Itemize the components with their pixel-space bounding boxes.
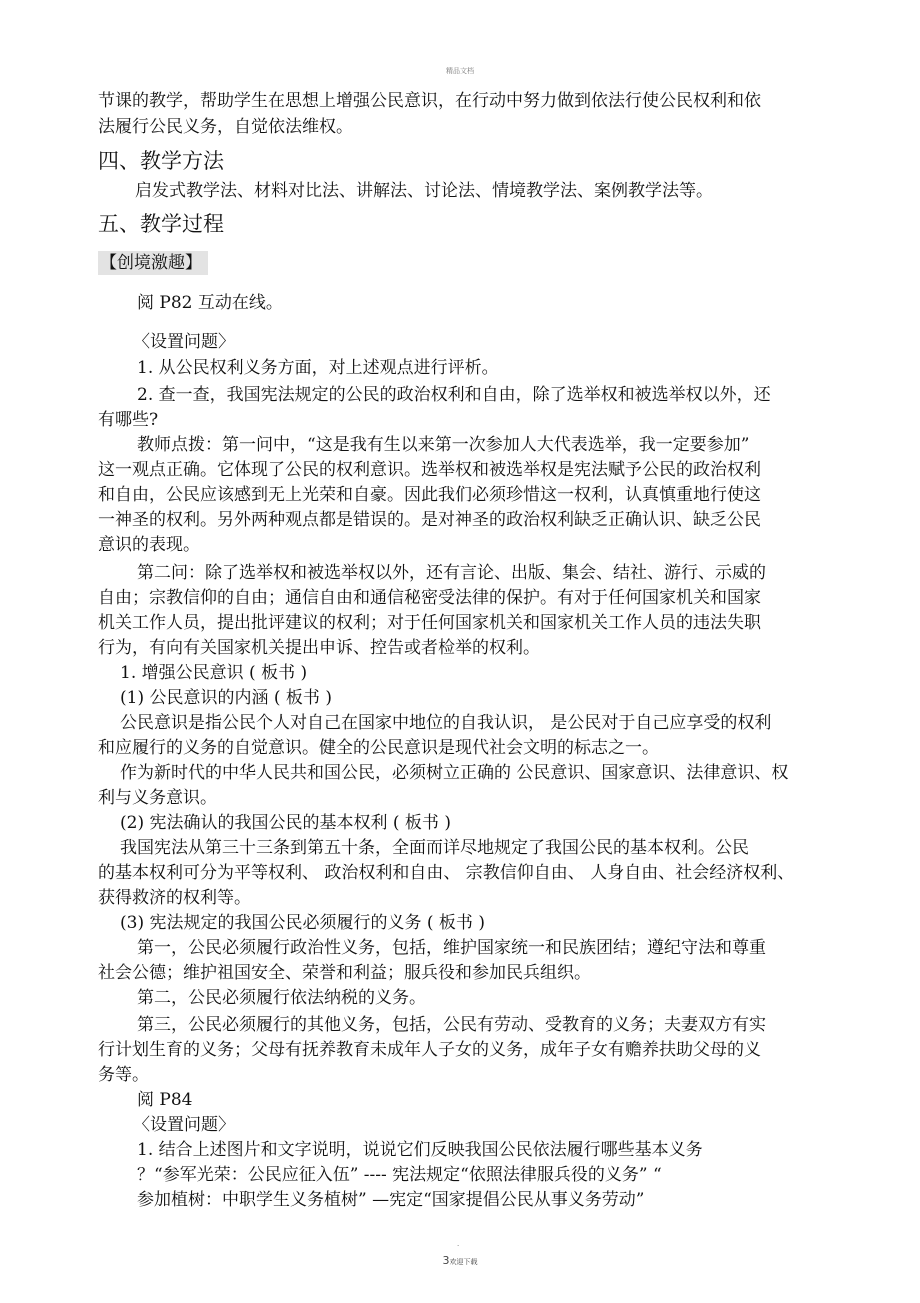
text-line: 1. 增强公民意识 ( 板书 ) <box>120 663 308 683</box>
text-line: 自由；宗教信仰的自由；通信自由和通信秘密受法律的保护。有对于任何国家机关和国家 <box>98 588 761 608</box>
text-line: 节课的教学，帮助学生在思想上增强公民意识，在行动中努力做到依法行使公民权利和依 <box>98 91 761 111</box>
text-line: 1. 从公民权利义务方面，对上述观点进行评析。 <box>137 358 499 378</box>
text-line: 和应履行的义务的自觉意识。健全的公民意识是现代社会文明的标志之一。 <box>98 738 659 758</box>
text-line: ？“参军光荣：公民应征入伍” ---- 宪法规定“依照法律服兵役的义务” “ <box>137 1165 662 1185</box>
text-line: 参加植树：中职学生义务植树” —宪定“国家提倡公民从事义务劳动” <box>137 1190 645 1210</box>
text-line: (3) 宪法规定的我国公民必须履行的义务 ( 板书 ) <box>120 913 485 933</box>
text-line: 第二问：除了选举权和被选举权以外，还有言论、出版、集会、结社、游行、示威的 <box>137 563 766 583</box>
text-line: 我国宪法从第三十三条到第五十条，全面而详尽地规定了我国公民的基本权利。公民 <box>120 838 749 858</box>
text-line: 公民意识是指公民个人对自己在国家中地位的自我认识， 是公民对于自己应享受的权利 <box>120 713 772 733</box>
text-line: 有哪些? <box>98 410 159 430</box>
text-line: 机关工作人员，提出批评建议的权利；对于任何国家机关和国家机关工作人员的违法失职 <box>98 613 761 633</box>
text-line: 作为新时代的中华人民共和国公民，必须树立正确的 公民意识、国家意识、法律意识、权 <box>120 763 789 783</box>
text-line: 〈设置问题〉 <box>133 332 235 352</box>
text-line: 法履行公民义务，自觉依法维权。 <box>98 117 353 137</box>
text-line: 行为，有向有关国家机关提出申诉、控告或者检举的权利。 <box>98 638 540 658</box>
text-line: 意识的表现。 <box>98 535 200 555</box>
text-line: 第三，公民必须履行的其他义务，包括，公民有劳动、受教育的义务；夫妻双方有实 <box>137 1015 766 1035</box>
text-line <box>98 252 208 274</box>
text-line: 阅 P82 互动在线。 <box>137 293 283 313</box>
text-line: 第一，公民必须履行政治性义务，包括，维护国家统一和民族团结；遵纪守法和尊重 <box>137 938 766 958</box>
page-header: 精品文档 <box>446 67 474 75</box>
text-line: 1. 结合上述图片和文字说明，说说它们反映我国公民依法履行哪些基本义务 <box>137 1140 703 1160</box>
text-line: 教师点拨：第一问中，“这是我有生以来第一次参加人大代表选举，我一定要参加” <box>137 435 750 455</box>
page-number: 3 <box>442 1254 450 1267</box>
page-footer <box>0 1249 920 1268</box>
text-line: 一神圣的权利。另外两种观点都是错误的。是对神圣的政治权利缺乏正确认识、缺乏公民 <box>98 510 761 530</box>
text-line: 启发式教学法、材料对比法、讲解法、讨论法、情境教学法、案例教学法等。 <box>135 181 713 201</box>
section-tag: 【创境激趣】 <box>98 251 208 275</box>
text-line: 阅 P84 <box>137 1090 193 1110</box>
text-line: 这一观点正确。它体现了公民的权利意识。选举权和被选举权是宪法赋予公民的政治权利 <box>98 460 761 480</box>
section-heading: 五、教学过程 <box>98 212 224 236</box>
text-line: 务等。 <box>98 1065 149 1085</box>
text-line: 2. 查一查，我国宪法规定的公民的政治权利和自由，除了选举权和被选举权以外，还 <box>137 385 771 405</box>
text-line: 第二，公民必须履行依法纳税的义务。 <box>137 988 426 1008</box>
text-line: 获得救济的权利等。 <box>98 888 251 908</box>
text-line: 行计划生育的义务；父母有抚养教育未成年人子女的义务，成年子女有赡养扶助父母的义 <box>98 1040 761 1060</box>
text-line: (1) 公民意识的内涵 ( 板书 ) <box>120 688 332 708</box>
footer-text: 欢迎下载 <box>449 1258 478 1266</box>
text-line: 社会公德；维护祖国安全、荣誉和利益；服兵役和参加民兵组织。 <box>98 963 591 983</box>
text-line: 利与义务意识。 <box>98 788 217 808</box>
text-line: 的基本权利可分为平等权利、 政治权利和自由、 宗教信仰自由、 人身自由、社会经济权利、 <box>98 863 795 883</box>
section-heading: 四、教学方法 <box>98 149 224 173</box>
text-line: 〈设置问题〉 <box>133 1115 235 1135</box>
text-line: 和自由，公民应该感到无上光荣和自豪。因此我们必须珍惜这一权利，认真慎重地行使这 <box>98 485 761 505</box>
footer-dot: . <box>457 1240 460 1248</box>
text-line: (2) 宪法确认的我国公民的基本权利 ( 板书 ) <box>120 813 451 833</box>
